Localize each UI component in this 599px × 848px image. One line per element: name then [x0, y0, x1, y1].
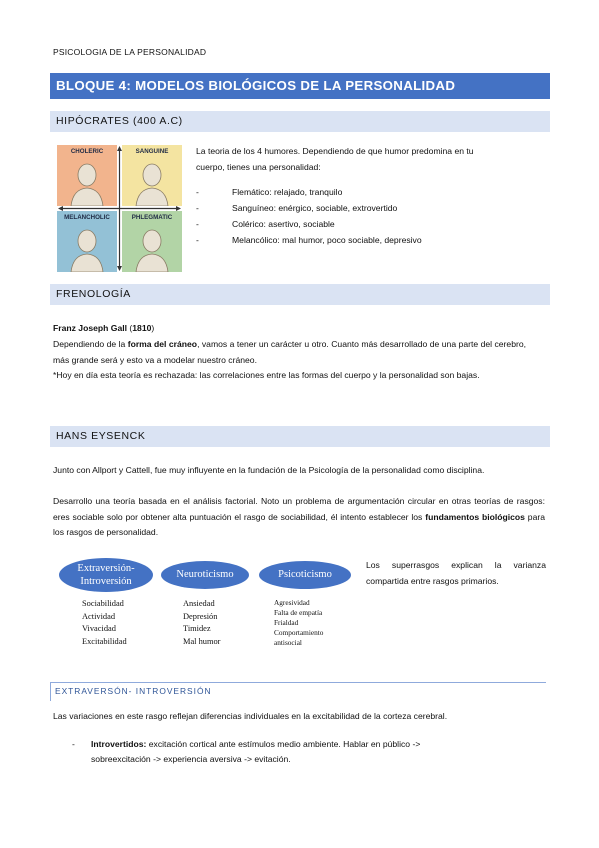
section-heading-hipocrates: HIPÓCRATES (400 A.C)	[50, 111, 550, 132]
list-item: - Sanguíneo: enérgico, sociable, extrovertido	[196, 203, 398, 213]
extraversion-paragraph: Las variaciones en este rasgo reflejan diferencias individuales en la excitabilidad de la corteza cerebral.	[53, 711, 448, 721]
author-year: 1810	[132, 323, 152, 333]
melancholic-label: MELANCHOLIC	[64, 214, 110, 221]
eysenck-paragraph-1: Junto con Allport y Cattell, fue muy influyente en la fundación de la Psicología de la personalidad como disciplina.	[53, 465, 485, 475]
extraversion-traits: Sociabilidad Actividad Vivacidad Excitabilidad	[82, 599, 127, 646]
section-heading-frenologia: FRENOLOGÍA	[50, 284, 550, 305]
neuroticismo-traits: Ansiedad Depresión Timidez Mal humor	[183, 599, 221, 646]
factor-neuroticismo: Neuroticismo	[161, 561, 249, 589]
factor-extraversion: Extraversión- Introversión	[59, 558, 153, 592]
list-item: - Flemático: relajado, tranquilo	[196, 187, 343, 197]
eysenck-paragraph-2: Desarrollo una teoría basada en el análisis factorial. Noto un problema de argumentación circular en otras teorías de rasgos: eres sociable solo por obtener alta puntuación el rasgo de sociabilidad, él intento establecer los fundamentos biológicos para los rasgos de personalidad.	[53, 496, 546, 537]
frenologia-author-line: Franz Joseph Gall (1810)	[53, 323, 155, 333]
frenologia-paragraph: Dependiendo de la forma del cráneo, vamos a tener un carácter u otro. Cuanto más desarrollado de una parte del cerebro, más grande será y esto va a modelar nuestro cráneo.	[53, 339, 527, 365]
four-humors-figure	[57, 145, 182, 272]
extraversion-bullet: -	[72, 739, 75, 749]
axis-arrows-icon	[57, 145, 182, 272]
introvertidos-item-line1: Introvertidos: excitación cortical ante estímulos medio ambiente. Hablar en público ->	[91, 739, 421, 749]
block-title: BLOQUE 4: MODELOS BIOLÓGICOS DE LA PERSONALIDAD	[50, 73, 550, 99]
section-heading-eysenck: HANS EYSENCK	[50, 426, 550, 447]
phlegmatic-label: PHLEGMATIC	[131, 214, 173, 221]
subsection-heading-extraversion: EXTRAVERSÓN- INTROVERSIÓN	[50, 682, 546, 700]
sanguine-label: SANGUINE	[135, 148, 169, 155]
humors-list	[196, 184, 422, 248]
frenologia-note: *Hoy en día esta teoría es rechazada: las correlaciones entre las formas del cuerpo y la personalidad son bajas.	[53, 370, 480, 380]
author-name: Franz Joseph Gall	[53, 323, 128, 333]
list-item: - Melancólico: mal humor, poco sociable, depresivo	[196, 235, 422, 245]
introvertidos-item-line2: sobreexcitación -> experiencia aversiva -> evitación.	[91, 754, 291, 764]
list-item: - Colérico: asertivo, sociable	[196, 219, 335, 229]
choleric-label: CHOLERIC	[70, 148, 104, 155]
superrasgos-note: Los superrasgos explican la varianza compartida entre rasgos primarios.	[366, 560, 546, 586]
eysenck-superfactors-diagram	[53, 558, 358, 658]
hipocrates-intro-line2: cuerpo, tienes una personalidad:	[196, 162, 321, 172]
psicoticismo-traits: Agresividad Falta de empatía Frialdad Comportamiento antisocial	[274, 598, 324, 647]
running-head: PSICOLOGIA DE LA PERSONALIDAD	[53, 47, 207, 57]
factor-psicoticismo: Psicoticismo	[259, 561, 351, 589]
hipocrates-intro-line1: La teoria de los 4 humores. Dependiendo de que humor predomina en tu	[196, 146, 474, 156]
